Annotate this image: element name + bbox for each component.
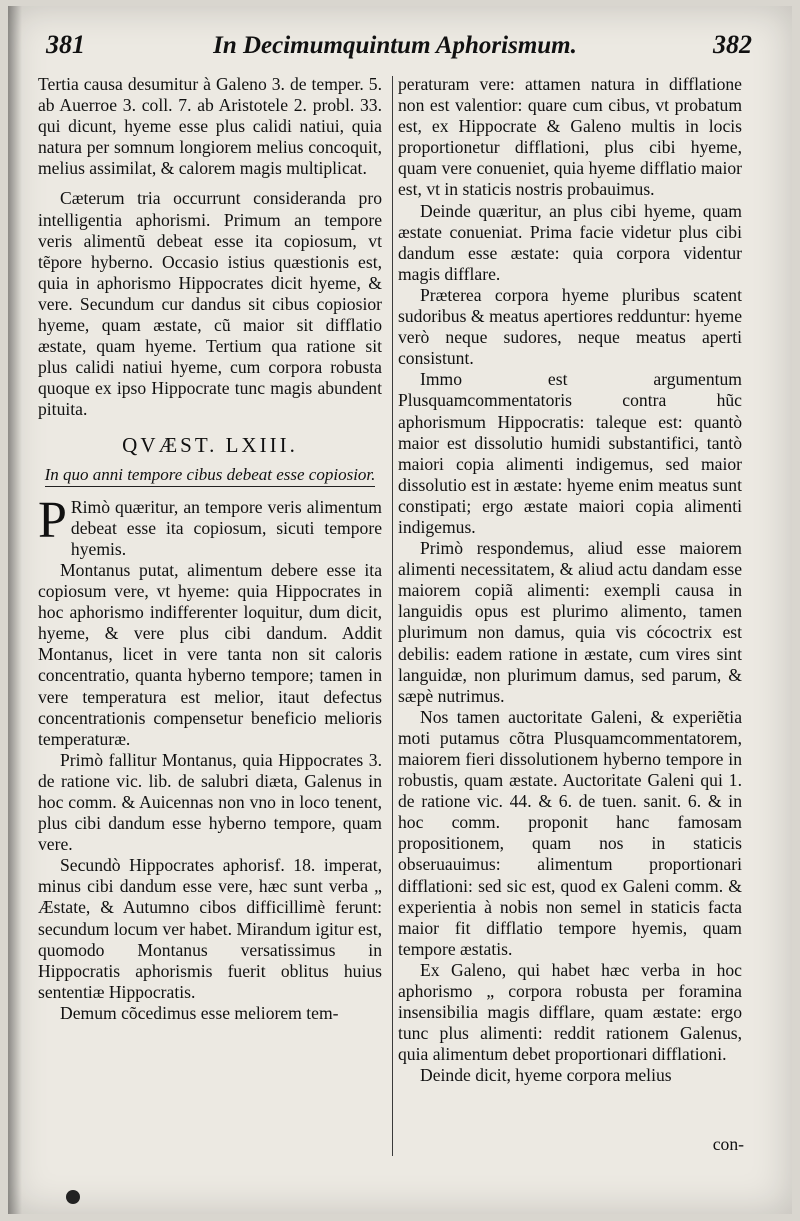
paragraph: Tertia causa desumitur à Galeno 3. de temper. 5. ab Auerroe 3. coll. 7. ab Aristotele 2. probl. 33. qui dicunt, hyeme esse plus calidi natiui, quia natura per somnum longiorem melius concoquit, melius assimilat, & calorem magis multiplicat. xyxy=(38,74,382,179)
paragraph: Ex Galeno, qui habet hæc verba in hoc aphorismo „ corpora robusta per foramina insensibilia magis difflare, quam æstate: ergo tunc plus alimenti: reddit rationem Galenus, quia alimentum debet proportionari difflationi. xyxy=(398,959,742,1065)
paragraph: Primò fallitur Montanus, quia Hippocrates 3. de ratione vic. lib. de salubri diæta, Galenus in hoc comm. & Auicennas non vno in loco tenent, plus cibi dandum esse hyberno tempore, quam vere. xyxy=(38,749,382,855)
gutter-shadow xyxy=(8,6,22,1214)
paragraph: Deinde quæritur, an plus cibi hyeme, quam æstate conueniat. Prima facie videtur plus cibi dandum esse æstate: quia corpora videntur magis difflare. xyxy=(398,200,742,284)
paragraph-text: Rimò quæritur, an tempore veris alimentum debeat esse ita copiosum, sicuti tempore hyemis. xyxy=(70,496,382,559)
book-page xyxy=(8,6,792,1214)
right-column xyxy=(398,74,742,1087)
paragraph: Deinde dicit, hyeme corpora melius xyxy=(420,1065,672,1086)
paragraph-with-dropcap xyxy=(38,491,382,560)
paragraph: Cæterum tria occurrunt consideranda pro intelligentia aphorismi. Primum an tempore veris alimentũ debeat esse ita copiosum, vt tẽpore hyberno. Occasio istius quæstionis est, quia in aphorismo Hippocrates dicit hyeme, & vere. Secundum cur dandus sit cibus copiosior hyeme, quam æstate, cũ maior sit difflatio æstate, quam hyeme. Tertium qua ratione sit plus calidi natiui hyeme, cum corpora robusta quoque ex ipso Hippocrate tunc magis abundent pituita. xyxy=(38,188,382,420)
question-subtitle-text: In quo anni tempore cibus debeat esse copiosior. xyxy=(45,464,376,487)
paragraph: Secundò Hippocrates aphorisf. 18. imperat, minus cibi dandum esse vere, hæc sunt verba „ Æstate, & Autumno cibos difficillimè ferunt: secundum locum ver habet. Mirandum igitur est, quomodo Montanus versatissimus in Hippocratis aphorismis fuerit oblitus huius sententiæ Hippocratis. xyxy=(38,855,382,1002)
right-page-number: 382 xyxy=(713,30,752,59)
running-title: In Decimumquintum Aphorismum. xyxy=(213,32,577,59)
left-column xyxy=(38,74,382,1024)
question-heading: QVÆST. LXIII. xyxy=(122,432,298,457)
paragraph: Demum cõcedimus esse meliorem tem- xyxy=(60,1002,339,1023)
paragraph: Nos tamen auctoritate Galeni, & experiẽtia moti putamus cõtra Plusquamcommentatorem, maiorem fieri dissolutionem hyberno tempore in robustis, quam æstate. Auctoritate Galeni qui 1. de ratione vic. 44. & 6. de tuen. sanit. 6. & in hoc comm. proponit hanc famosam propositionem, quam nos in staticis obseruauimus: alimentum proportionari difflationi: sed sic est, quod ex Galeni comm. & experientia à nobis non semel in staticis facta maior fit difflatio tempore hyemis, quam tempore æstatis. xyxy=(398,706,742,959)
column-divider xyxy=(392,76,393,1156)
paragraph: Immo est argumentum Plusquamcommentatoris contra hũc aphorismum Hippocratis: taleque est: quantò maior est dissolutio humidi substantifici, tantò maiori copia alimenti indigemus, sed maior dissolutio est in æstate: hyeme enim meatus sunt constipati; ergo æstate maiori copia alimenti indigemus. xyxy=(398,369,742,537)
question-subtitle xyxy=(38,464,382,487)
catchword: con- xyxy=(712,1134,744,1154)
left-page-number: 381 xyxy=(46,30,85,59)
paragraph: Montanus putat, alimentum debere esse ita copiosum vere, vt hyeme: quia Hippocrates in hoc aphorismo indifferenter loquitur, dum dicit, hyeme, & vere plus cibi dandum. Addit Montanus, licet in vere tanta non sit caloris concentratio, quanta hyberno tempore; tamen in vere temperatura est melior, itaut defectus concentrationis compensetur beneficio melioris temperaturæ. xyxy=(38,559,382,749)
ink-spot-ornament xyxy=(66,1190,80,1204)
paragraph: Præterea corpora hyeme pluribus scatent sudoribus & meatus apertiores redduntur: hyeme verò neque sudores, neque meatus aperti consistunt. xyxy=(398,284,742,369)
page-header xyxy=(38,28,752,68)
paragraph: Primò respondemus, aliud esse maiorem alimenti necessitatem, & aliud actu dandam esse maiorem copiã alimenti: exempli causa in languidis opus est plurimo alimento, tamen plurimum non damus, quia vis cócoctrix est debilis: eadem ratione in æstate, cum vires sint languidæ, non plurimum damus, sed parum, & sæpè nutrimus. xyxy=(398,538,742,706)
paragraph: peraturam vere: attamen natura in difflatione non est valentior: quare cum cibus, vt probatum est, ex Hippocrate & Galeno multis in locis proportionetur difflationi, plus cibi hyeme, quam vere conueniet, quia hyeme difflatio maior est, vt in staticis nostris probauimus. xyxy=(398,74,742,200)
drop-cap: P xyxy=(38,491,67,549)
